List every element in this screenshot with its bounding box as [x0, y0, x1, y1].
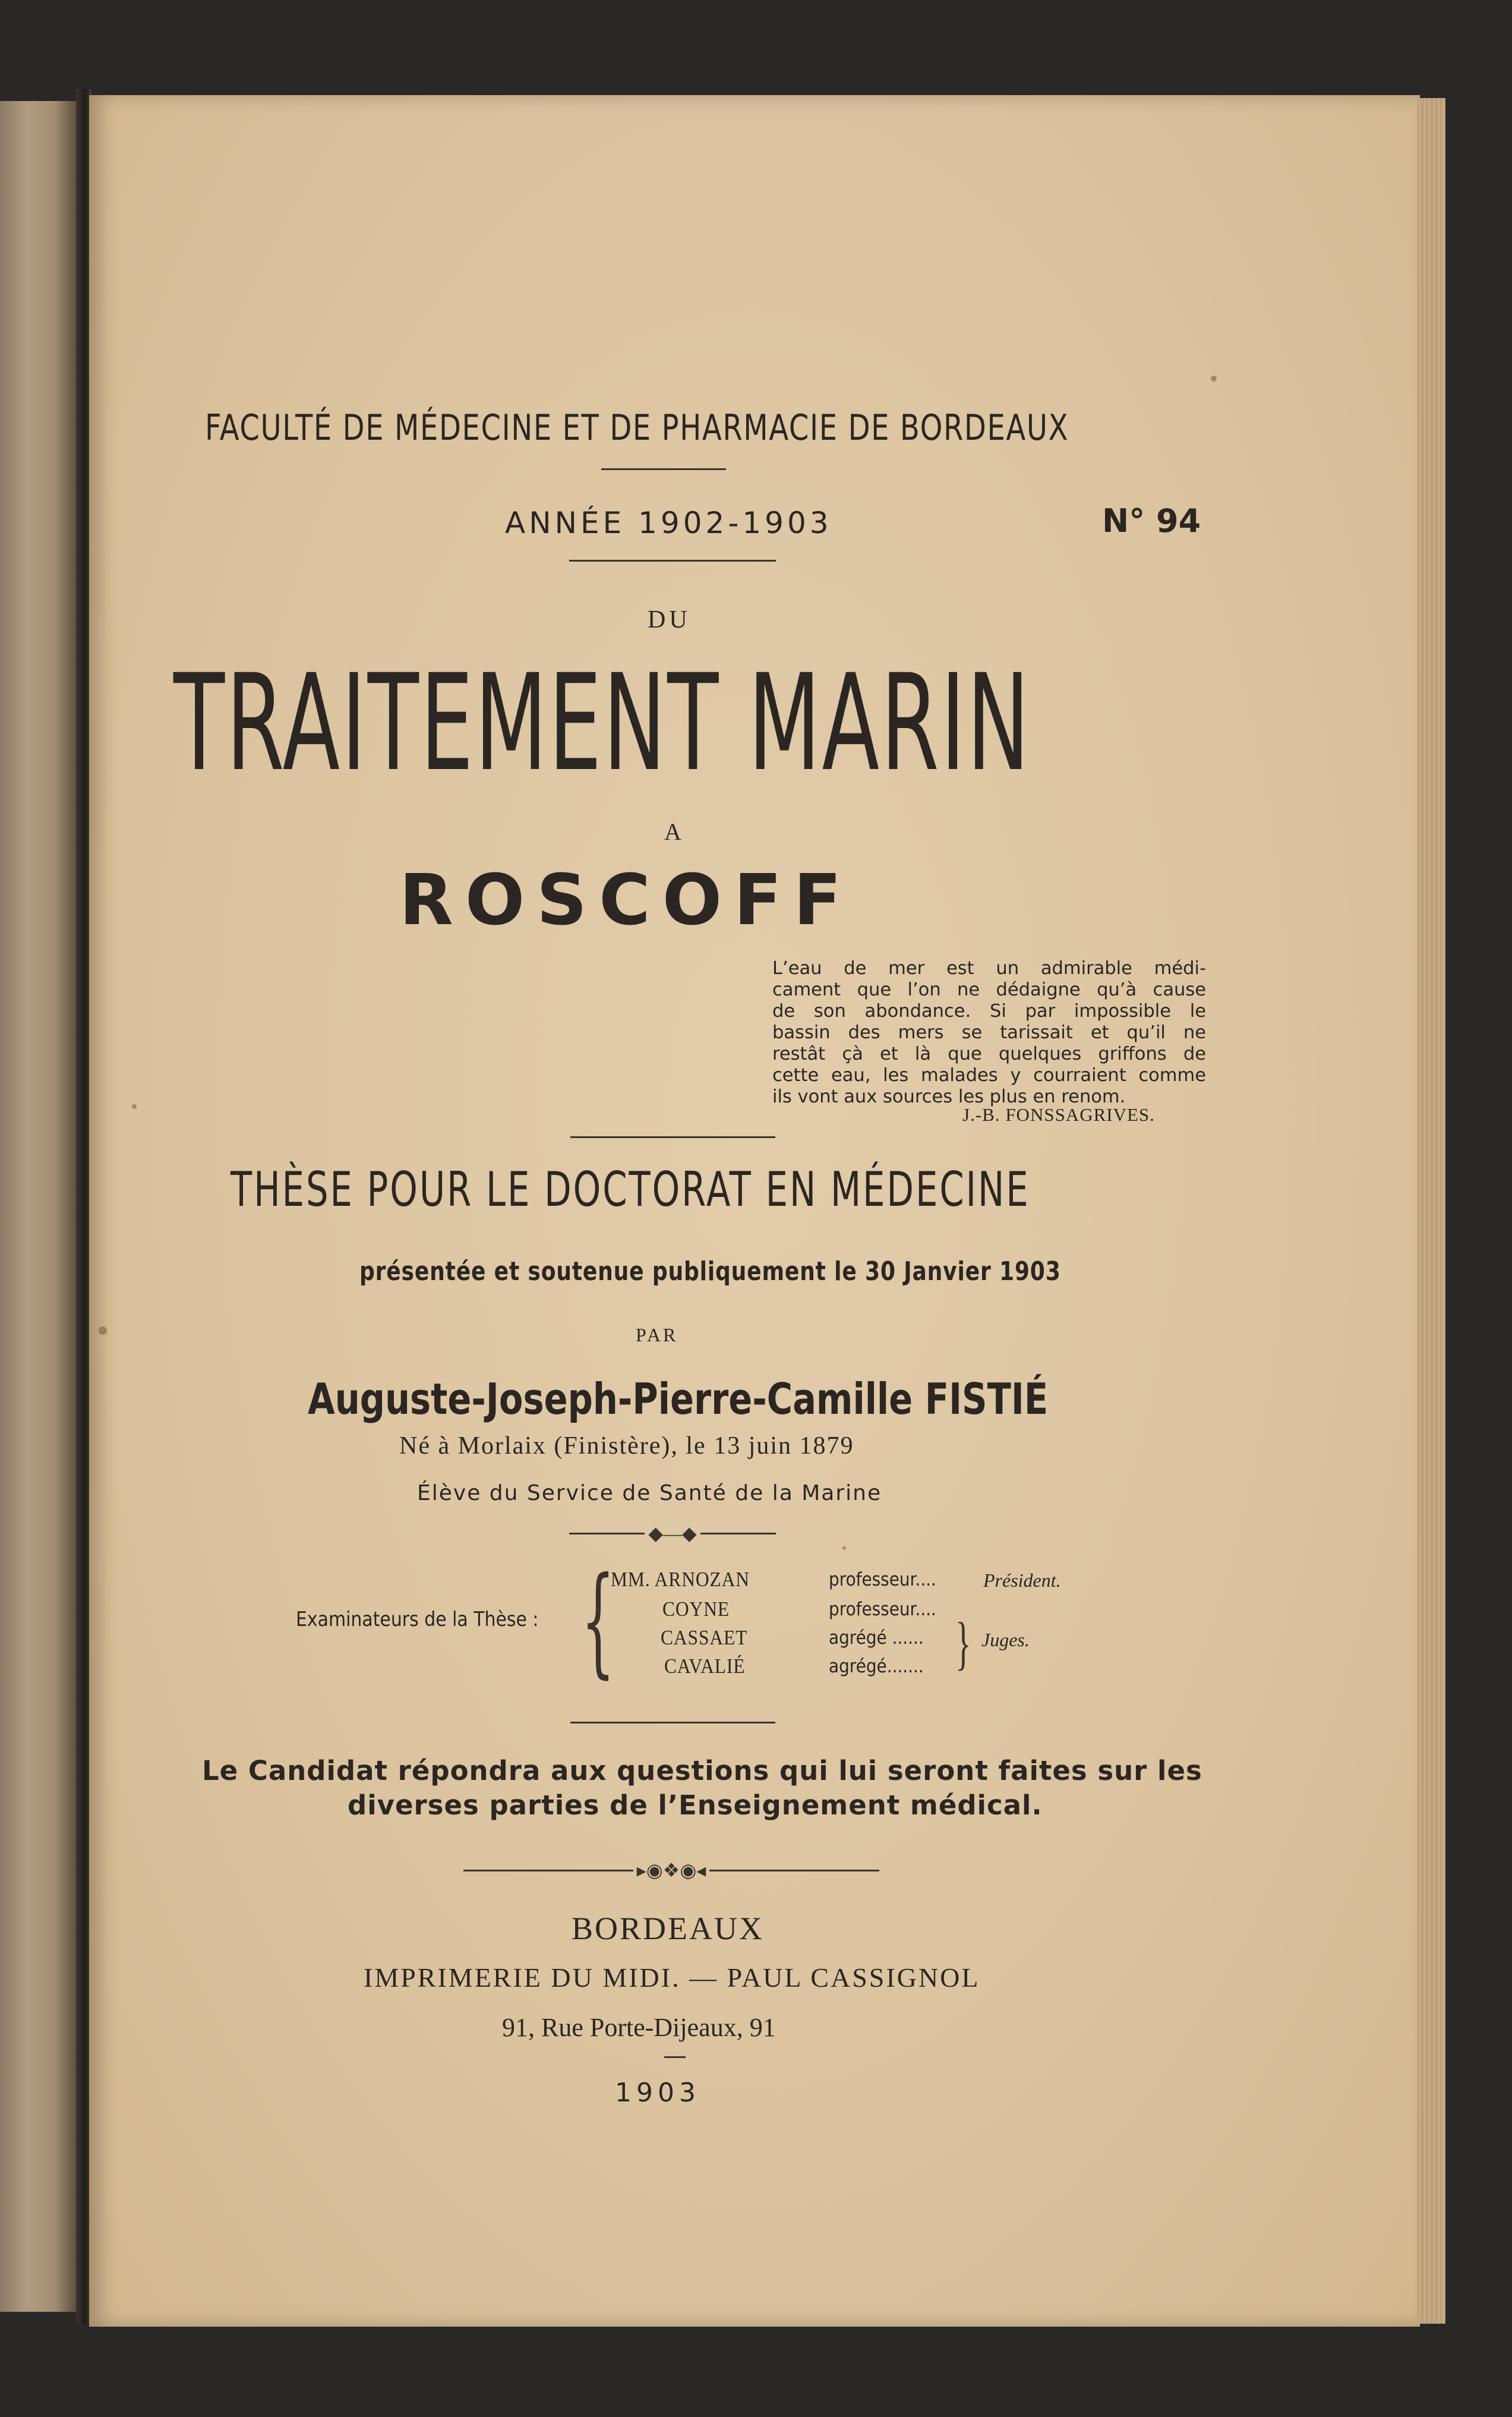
facing-page-edge: [0, 101, 77, 2312]
foxing-spot: [1211, 376, 1217, 382]
examiner-name: MM. ARNOZAN: [611, 1568, 750, 1591]
divider: [570, 1722, 775, 1723]
examiner-title: Juges.: [981, 1629, 1030, 1650]
foxing-spot: [132, 1104, 137, 1109]
imprint-year: 1903: [615, 2078, 700, 2108]
page-stack-edge: [1417, 98, 1445, 2324]
imprint-address: 91, Rue Porte-Dijeaux, 91: [502, 2013, 776, 2042]
thesis-number: N° 94: [1102, 502, 1201, 540]
imprint-city: BORDEAUX: [572, 1911, 765, 1946]
examiner-name: CAVALIÉ: [664, 1655, 746, 1678]
examiner-role: agrégé ......: [829, 1627, 924, 1649]
title-preposition: A: [664, 818, 681, 845]
defense-date: présentée et soutenue publiquement le 30 Janvier 1903: [359, 1256, 1061, 1287]
epigraph-line: bassin des mers se tarissait et qu’il ne: [772, 1022, 1206, 1043]
examiner-name: CASSAET: [661, 1626, 748, 1649]
foxing-spot: [99, 1326, 107, 1335]
by-label: PAR: [636, 1324, 678, 1345]
epigraph-line: ils vont aux sources les plus en renom.: [772, 1086, 1126, 1107]
examiner-role: professeur....: [829, 1599, 936, 1620]
author-birth: Né à Morlaix (Finistère), le 13 juin 1879: [399, 1432, 854, 1460]
examiner-name: COYNE: [662, 1597, 730, 1621]
thesis-type: THÈSE POUR LE DOCTORAT EN MÉDECINE: [231, 1162, 1030, 1217]
judges-brace: }: [955, 1610, 971, 1676]
epigraph: [772, 958, 1206, 1108]
thesis-title: TRAITEMENT MARIN: [173, 645, 1031, 801]
examiners-brace: {: [581, 1552, 615, 1690]
divider: [570, 1136, 775, 1138]
epigraph-line: de son abondance. Si par impossible le: [772, 1001, 1206, 1022]
faculty-heading: FACULTÉ DE MÉDECINE ET DE PHARMACIE DE BORDEAUX: [205, 407, 1069, 449]
examiner-role: professeur....: [829, 1569, 936, 1590]
epigraph-line: L’eau de mer est un admirable médi-: [772, 958, 1206, 979]
divider: [569, 560, 776, 562]
ornament-divider: ◆—◆: [569, 1527, 776, 1539]
imprint-printer: IMPRIMERIE DU MIDI. — PAUL CASSIGNOL: [364, 1962, 980, 1993]
divider: [664, 2056, 686, 2058]
author-name: Auguste-Joseph-Pierre-Camille FISTIÉ: [308, 1374, 1049, 1424]
title-prefix: DU: [648, 606, 691, 634]
epigraph-line: cament que l’on ne dédaigne qu’à cause: [772, 979, 1206, 1000]
examiner-title: Président.: [983, 1570, 1061, 1591]
epigraph-author: J.-B. FONSSAGRIVES.: [962, 1104, 1155, 1125]
title-place: ROSCOFF: [399, 859, 854, 941]
divider: [601, 468, 726, 470]
candidate-note-line: diverses parties de l’Enseignement médical.: [348, 1789, 1043, 1821]
ornament-divider: ▸◉❖◉◂: [463, 1863, 879, 1877]
epigraph-line: restât çà et là que quelques griffons de: [772, 1044, 1206, 1064]
author-status: Élève du Service de Santé de la Marine: [417, 1481, 882, 1505]
epigraph-line: cette eau, les malades y courraient comme: [772, 1065, 1206, 1086]
candidate-note-line: Le Candidat répondra aux questions qui lui seront faites sur les: [202, 1755, 1202, 1786]
academic-year: ANNÉE 1902-1903: [505, 506, 832, 540]
examiner-role: agrégé.......: [829, 1656, 924, 1677]
examiners-label: Examinateurs de la Thèse :: [296, 1608, 539, 1631]
foxing-spot: [842, 1546, 846, 1550]
